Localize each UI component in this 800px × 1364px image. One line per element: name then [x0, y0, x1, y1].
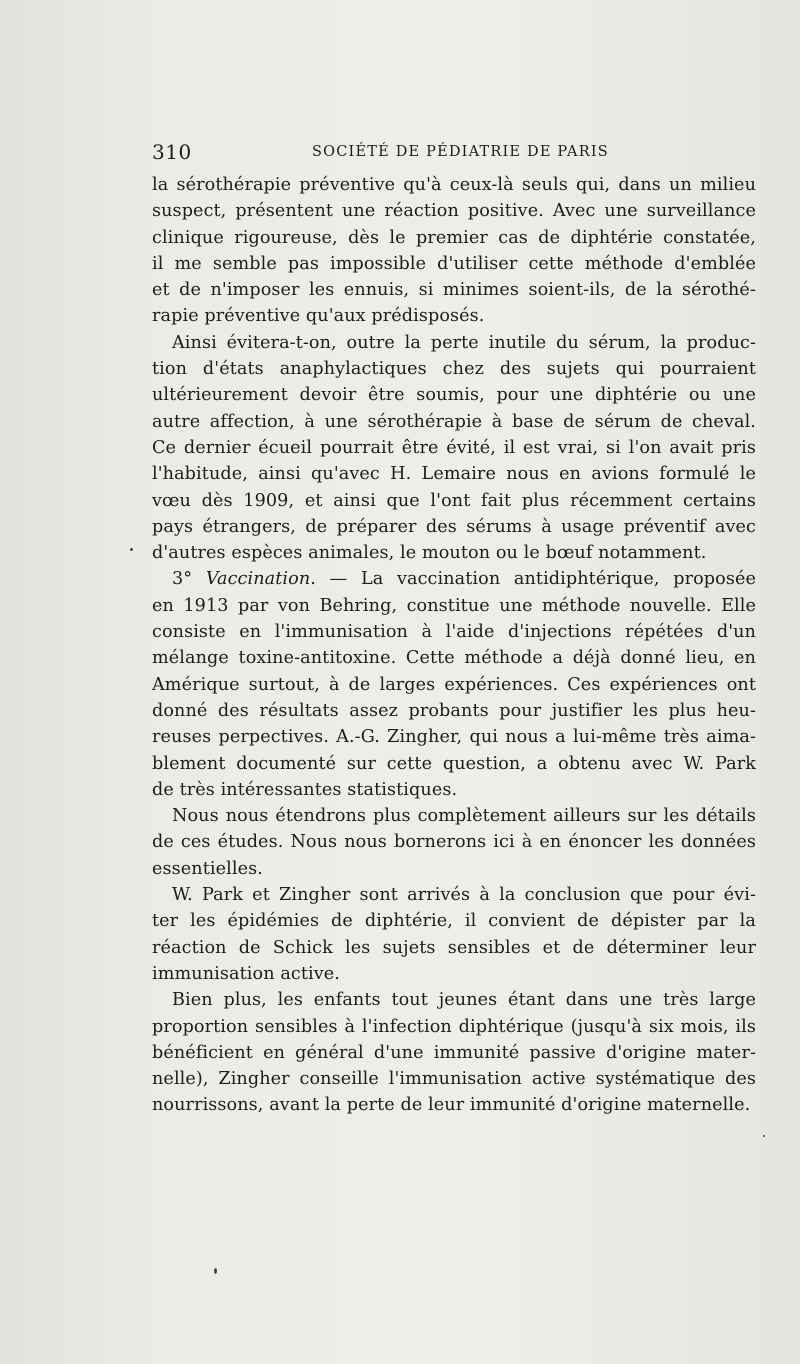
text-line: Ce dernier écueil pourrait être évité, il est vrai, si l'on avait pris: [152, 437, 756, 458]
text-line: suspect, présentent une réaction positive. Avec une surveillance: [152, 201, 756, 222]
text-line: pays étrangers, de préparer des sérums à usage préventif avec: [152, 516, 756, 537]
text-line: Bien plus, les enfants tout jeunes étant dans une très large: [172, 990, 756, 1011]
text-line: en 1913 par von Behring, constitue une méthode nouvelle. Elle: [152, 595, 756, 616]
text-line: [152, 566, 756, 592]
running-title: SOCIÉTÉ DE PÉDIATRIE DE PARIS: [312, 144, 609, 160]
section-number: 3°: [172, 569, 206, 590]
text-line: Nous nous étendrons plus complètement ailleurs sur les détails: [172, 806, 756, 827]
text-line: nourrissons, avant la perte de leur immunité d'origine maternelle.: [152, 1095, 751, 1116]
text-line: Ainsi évitera-t-on, outre la perte inutile du sérum, la produc-: [172, 332, 756, 353]
text-line: l'habitude, ainsi qu'avec H. Lemaire nous en avions formulé le: [152, 464, 756, 485]
text-line: blement documenté sur cette question, a obtenu avec W. Park: [152, 753, 756, 774]
text-line: clinique rigoureuse, dès le premier cas de diphtérie constatée,: [152, 227, 756, 248]
scan-speck: [130, 548, 133, 551]
scan-speck: [763, 1135, 765, 1137]
text-line: consiste en l'immunisation à l'aide d'injections répétées d'un: [152, 622, 756, 643]
paragraph: [152, 330, 756, 567]
text-line: nelle), Zingher conseille l'immunisation active systématique des: [152, 1069, 756, 1090]
text-line: rapie préventive qu'aux prédisposés.: [152, 306, 485, 327]
text-line: reuses perpectives. A.-G. Zingher, qui nous a lui-même très aima-: [152, 727, 756, 748]
text-line: la sérothérapie préventive qu'à ceux-là seuls qui, dans un milieu: [152, 175, 756, 195]
text-line: bénéficient en général d'une immunité passive d'origine mater-: [152, 1042, 756, 1063]
paragraph: [152, 566, 756, 803]
paragraph: [152, 987, 756, 1118]
text-line: réaction de Schick les sujets sensibles et de déterminer leur: [152, 937, 756, 958]
text-line: ter les épidémies de diphtérie, il convient de dépister par la: [152, 911, 756, 932]
text-line: W. Park et Zingher sont arrivés à la conclusion que pour évi-: [172, 885, 756, 906]
page-header: [152, 140, 756, 170]
text-line: de très intéressantes statistiques.: [152, 779, 458, 800]
text-line: donné des résultats assez probants pour justifier les plus heu-: [152, 700, 756, 721]
text-line: et de n'imposer les ennuis, si minimes soient-ils, de la sérothé-: [152, 280, 756, 301]
text-line: vœu dès 1909, et ainsi que l'ont fait plus récemment certains: [152, 490, 756, 511]
text-line: immunisation active.: [152, 963, 340, 984]
page-number: 310: [152, 140, 192, 164]
text-line: Amérique surtout, à de larges expériences. Ces expériences ont: [152, 674, 756, 695]
section-lead-text: — La vaccination antidiphtérique, proposée: [315, 569, 756, 590]
text-line: essentielles.: [152, 858, 263, 879]
text-line: d'autres espèces animales, le mouton ou le bœuf notamment.: [152, 543, 707, 564]
text-line: tion d'états anaphylactiques chez des sujets qui pourraient: [152, 359, 756, 380]
paragraph: [152, 882, 756, 987]
section-heading: Vaccination.: [205, 569, 316, 590]
paragraph: [152, 803, 756, 882]
text-line: ultérieurement devoir être soumis, pour une diphtérie ou une: [152, 385, 756, 406]
text-line: il me semble pas impossible d'utiliser cette méthode d'emblée: [152, 253, 756, 274]
text-line: de ces études. Nous nous bornerons ici à en énoncer les données: [152, 832, 756, 853]
paragraph: [152, 172, 756, 330]
scan-speck: [214, 1268, 217, 1274]
text-line: proportion sensibles à l'infection diphtérique (jusqu'à six mois, ils: [152, 1016, 756, 1037]
text-line: autre affection, à une sérothérapie à base de sérum de cheval.: [152, 411, 756, 432]
body-text: [152, 172, 756, 1119]
text-line: mélange toxine-antitoxine. Cette méthode a déjà donné lieu, en: [152, 648, 756, 669]
